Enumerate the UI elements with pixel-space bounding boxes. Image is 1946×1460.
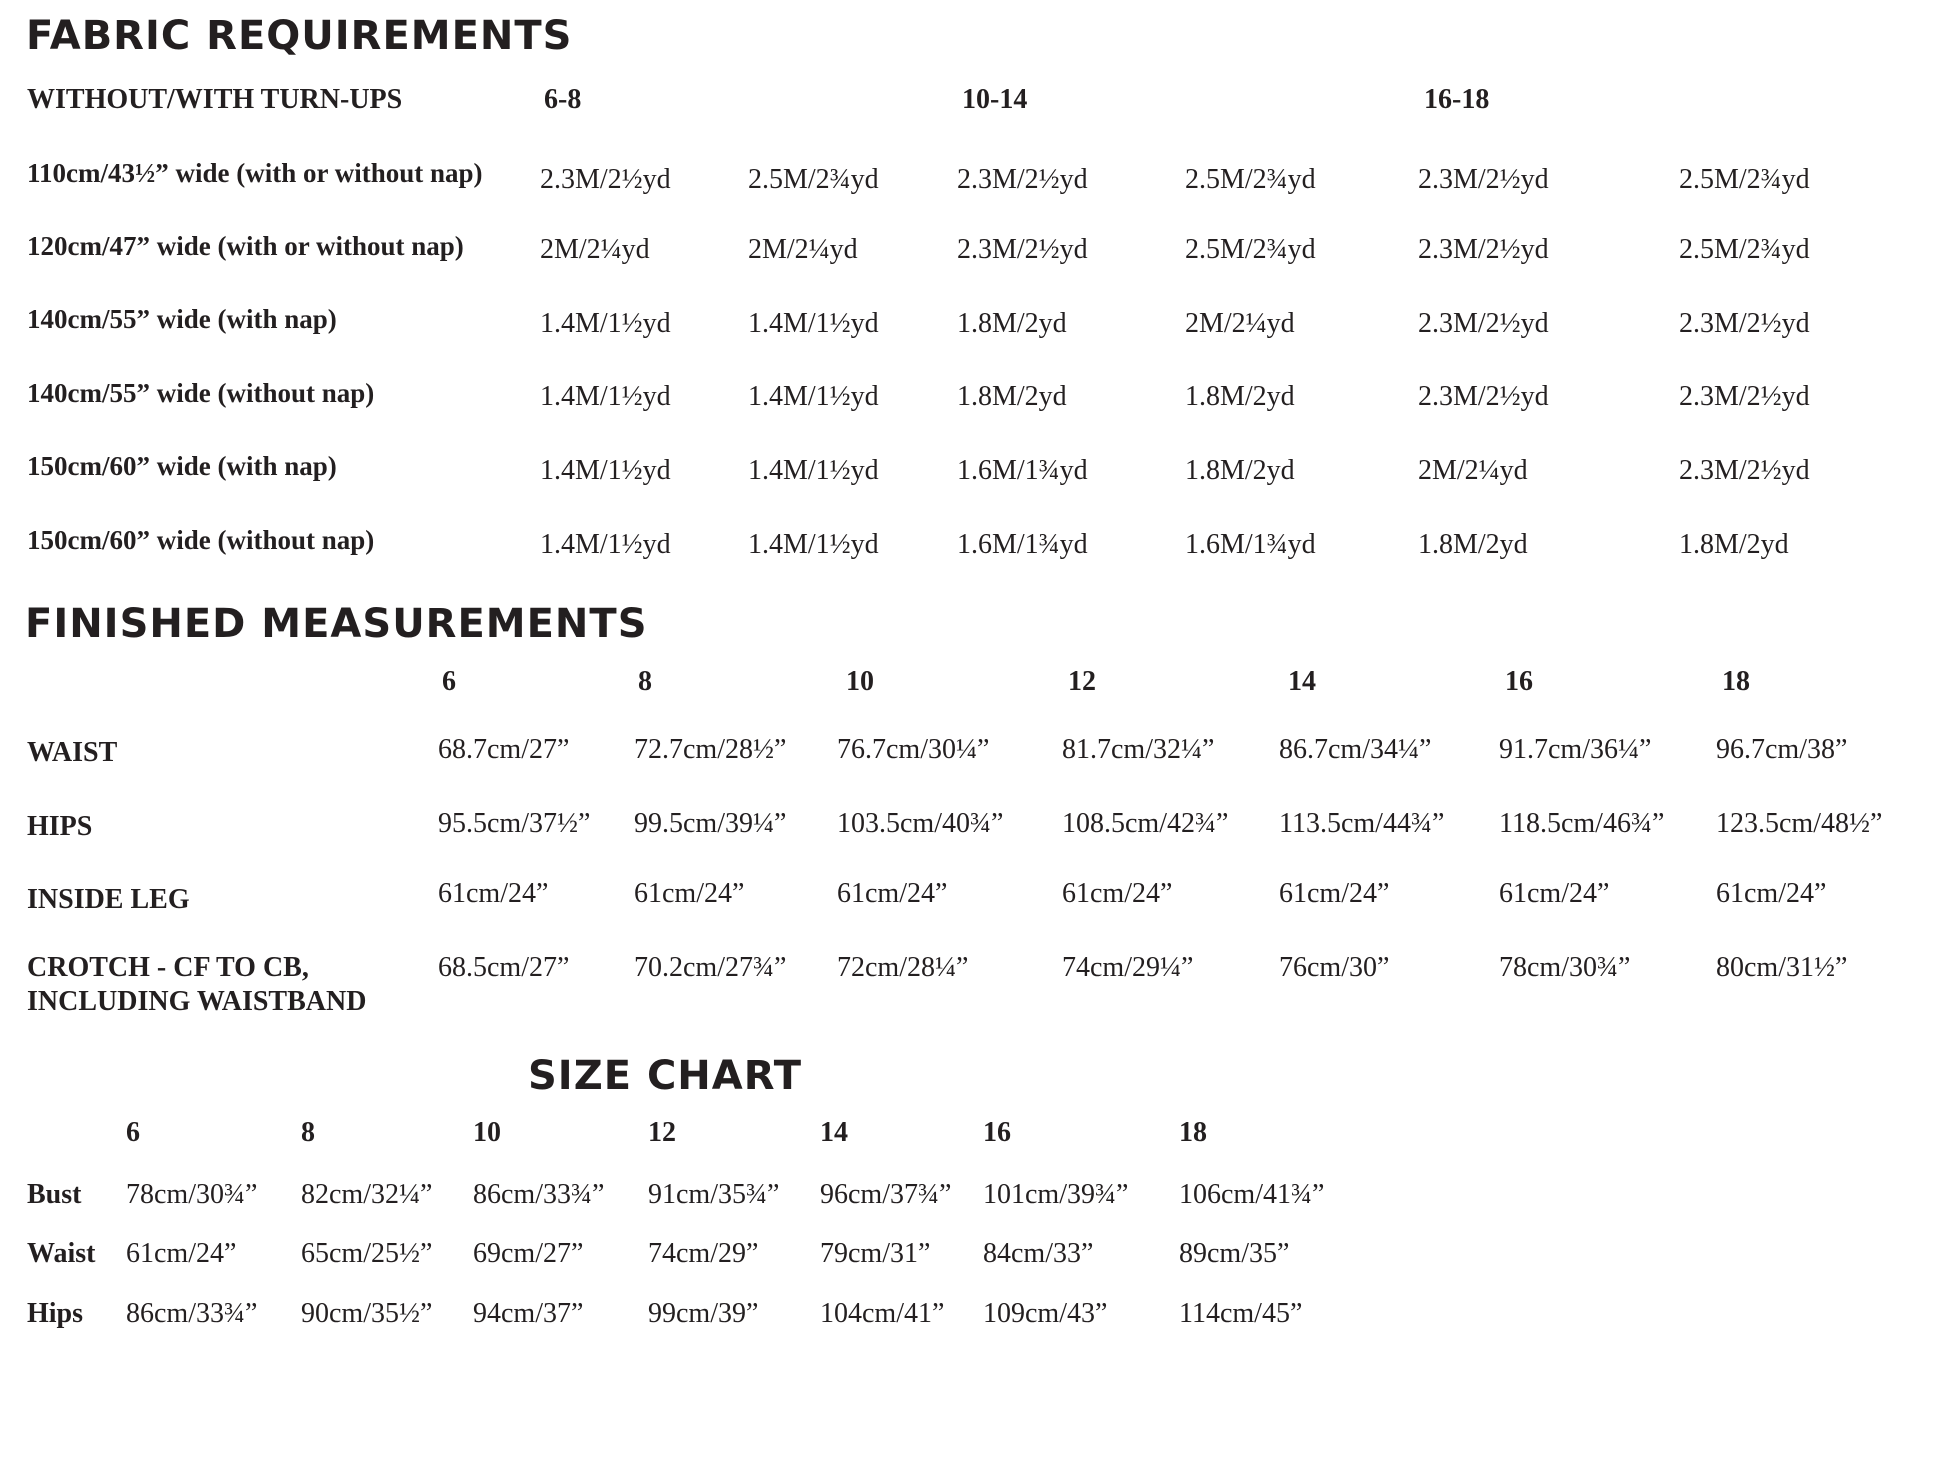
fabric-cell: 2M/2¼yd <box>1185 308 1295 339</box>
fabric-cell: 2.5M/2¾yd <box>748 164 879 195</box>
size-chart-title: SIZE CHART <box>528 1053 803 1099</box>
fabric-cell: 2.5M/2¾yd <box>1185 164 1316 195</box>
size-chart-cell: 101cm/39¾” <box>983 1179 1129 1210</box>
size-header: 12 <box>1068 666 1096 697</box>
measurement-cell: 72cm/28¼” <box>837 952 969 983</box>
size-chart-cell: 91cm/35¾” <box>648 1179 780 1210</box>
measurement-cell: 76cm/30” <box>1279 952 1390 983</box>
measurement-cell: 103.5cm/40¾” <box>837 808 1004 839</box>
fabric-cell: 1.4M/1½yd <box>540 381 671 412</box>
measurement-cell: 113.5cm/44¾” <box>1279 808 1445 839</box>
fabric-cell: 2.3M/2½yd <box>1679 381 1810 412</box>
size-header: 14 <box>820 1117 848 1148</box>
size-chart-cell: 96cm/37¾” <box>820 1179 952 1210</box>
size-group-header: 10-14 <box>962 84 1028 115</box>
size-chart-cell: 61cm/24” <box>126 1238 237 1269</box>
fabric-cell: 2.5M/2¾yd <box>1185 234 1316 265</box>
fabric-cell: 1.6M/1¾yd <box>957 455 1088 486</box>
size-chart-cell: 109cm/43” <box>983 1298 1108 1329</box>
measurement-cell: 78cm/30¾” <box>1499 952 1631 983</box>
fabric-row-label: 150cm/60” wide (with nap) <box>27 451 337 481</box>
measurement-cell: 95.5cm/37½” <box>438 808 591 839</box>
fabric-cell: 1.8M/2yd <box>1185 381 1295 412</box>
fabric-cell: 2.3M/2½yd <box>540 164 671 195</box>
fabric-row-label: 140cm/55” wide (with nap) <box>27 304 337 334</box>
size-chart-row-label: Hips <box>27 1298 84 1329</box>
size-header: 10 <box>846 666 874 697</box>
measurement-cell: 123.5cm/48½” <box>1716 808 1883 839</box>
fabric-row-label: 140cm/55” wide (without nap) <box>27 378 375 408</box>
size-group-header: 16-18 <box>1424 84 1490 115</box>
size-chart-cell: 74cm/29” <box>648 1238 759 1269</box>
measurement-cell: 70.2cm/27¾” <box>634 952 787 983</box>
fabric-cell: 2M/2¼yd <box>1418 455 1528 486</box>
size-header: 6 <box>126 1117 140 1148</box>
measurement-cell: 72.7cm/28½” <box>634 734 787 765</box>
size-header: 8 <box>301 1117 315 1148</box>
measurement-cell: 61cm/24” <box>1716 878 1827 909</box>
fabric-cell: 2.5M/2¾yd <box>1679 164 1810 195</box>
measurement-row-label <box>27 951 366 1019</box>
fabric-cell: 1.8M/2yd <box>1185 455 1295 486</box>
fabric-cell: 1.8M/2yd <box>1418 529 1528 560</box>
crotch-label-line: CROTCH - CF TO CB, <box>27 952 309 983</box>
size-chart-cell: 65cm/25½” <box>301 1238 433 1269</box>
fabric-cell: 1.4M/1½yd <box>748 455 879 486</box>
fabric-cell: 2.3M/2½yd <box>1418 381 1549 412</box>
turn-ups-header: WITHOUT/WITH TURN-UPS <box>27 84 403 115</box>
fabric-cell: 1.4M/1½yd <box>540 308 671 339</box>
size-header: 12 <box>648 1117 676 1148</box>
measurement-cell: 99.5cm/39¼” <box>634 808 787 839</box>
measurement-row-label: INSIDE LEG <box>27 884 190 915</box>
fabric-cell: 2.3M/2½yd <box>1679 455 1810 486</box>
size-chart-cell: 90cm/35½” <box>301 1298 433 1329</box>
size-header: 18 <box>1179 1117 1207 1148</box>
size-group-header: 6-8 <box>544 84 582 115</box>
measurement-cell: 68.5cm/27” <box>438 952 570 983</box>
size-chart-cell: 104cm/41” <box>820 1298 945 1329</box>
size-chart-row-label: Waist <box>27 1238 96 1269</box>
size-chart-cell: 89cm/35” <box>1179 1238 1290 1269</box>
size-chart-cell: 94cm/37” <box>473 1298 584 1329</box>
fabric-cell: 2M/2¼yd <box>540 234 650 265</box>
fabric-row-label: 120cm/47” wide (with or without nap) <box>27 231 464 261</box>
fabric-cell: 1.8M/2yd <box>1679 529 1789 560</box>
measurement-cell: 76.7cm/30¼” <box>837 734 990 765</box>
measurement-cell: 68.7cm/27” <box>438 734 570 765</box>
measurement-cell: 61cm/24” <box>1499 878 1610 909</box>
fabric-row-label: 150cm/60” wide (without nap) <box>27 525 375 555</box>
fabric-cell: 1.8M/2yd <box>957 381 1067 412</box>
fabric-cell: 2.3M/2½yd <box>957 234 1088 265</box>
crotch-label-line: INCLUDING WAISTBAND <box>27 986 367 1017</box>
fabric-cell: 1.4M/1½yd <box>748 381 879 412</box>
fabric-cell: 2.3M/2½yd <box>1679 308 1810 339</box>
size-chart-cell: 78cm/30¾” <box>126 1179 258 1210</box>
measurement-row-label: HIPS <box>27 811 93 842</box>
fabric-cell: 1.6M/1¾yd <box>957 529 1088 560</box>
measurement-cell: 61cm/24” <box>1062 878 1173 909</box>
fabric-cell: 1.4M/1½yd <box>540 455 671 486</box>
fabric-cell: 2M/2¼yd <box>748 234 858 265</box>
size-header: 10 <box>473 1117 501 1148</box>
measurement-cell: 61cm/24” <box>438 878 549 909</box>
measurement-cell: 74cm/29¼” <box>1062 952 1194 983</box>
fabric-cell: 1.4M/1½yd <box>748 308 879 339</box>
size-header: 8 <box>638 666 652 697</box>
finished-measurements-title: FINISHED MEASUREMENTS <box>25 601 648 647</box>
measurement-cell: 81.7cm/32¼” <box>1062 734 1215 765</box>
fabric-row-label: 110cm/43½” wide (with or without nap) <box>27 158 483 188</box>
measurement-cell: 61cm/24” <box>837 878 948 909</box>
measurement-cell: 61cm/24” <box>1279 878 1390 909</box>
measurement-cell: 80cm/31½” <box>1716 952 1848 983</box>
measurement-row-label: WAIST <box>27 737 118 768</box>
size-header: 6 <box>442 666 456 697</box>
measurement-cell: 96.7cm/38” <box>1716 734 1848 765</box>
fabric-requirements-title: FABRIC REQUIREMENTS <box>26 13 573 59</box>
fabric-cell: 1.6M/1¾yd <box>1185 529 1316 560</box>
measurement-cell: 86.7cm/34¼” <box>1279 734 1432 765</box>
size-header: 16 <box>1505 666 1533 697</box>
size-chart-cell: 69cm/27” <box>473 1238 584 1269</box>
size-chart-cell: 82cm/32¼” <box>301 1179 433 1210</box>
fabric-cell: 1.4M/1½yd <box>540 529 671 560</box>
size-header: 16 <box>983 1117 1011 1148</box>
size-header: 14 <box>1288 666 1316 697</box>
size-header: 18 <box>1722 666 1750 697</box>
size-chart-row-label: Bust <box>27 1179 82 1210</box>
fabric-cell: 2.3M/2½yd <box>1418 164 1549 195</box>
size-chart-cell: 86cm/33¾” <box>473 1179 605 1210</box>
fabric-cell: 1.4M/1½yd <box>748 529 879 560</box>
measurement-cell: 118.5cm/46¾” <box>1499 808 1665 839</box>
fabric-cell: 2.3M/2½yd <box>1418 234 1549 265</box>
measurement-cell: 108.5cm/42¾” <box>1062 808 1229 839</box>
fabric-cell: 2.3M/2½yd <box>1418 308 1549 339</box>
size-chart-cell: 79cm/31” <box>820 1238 931 1269</box>
fabric-cell: 1.8M/2yd <box>957 308 1067 339</box>
size-chart-cell: 86cm/33¾” <box>126 1298 258 1329</box>
size-chart-cell: 99cm/39” <box>648 1298 759 1329</box>
measurement-cell: 61cm/24” <box>634 878 745 909</box>
size-chart-cell: 106cm/41¾” <box>1179 1179 1325 1210</box>
size-chart-cell: 84cm/33” <box>983 1238 1094 1269</box>
size-chart-cell: 114cm/45” <box>1179 1298 1303 1329</box>
measurement-cell: 91.7cm/36¼” <box>1499 734 1652 765</box>
fabric-cell: 2.3M/2½yd <box>957 164 1088 195</box>
fabric-cell: 2.5M/2¾yd <box>1679 234 1810 265</box>
